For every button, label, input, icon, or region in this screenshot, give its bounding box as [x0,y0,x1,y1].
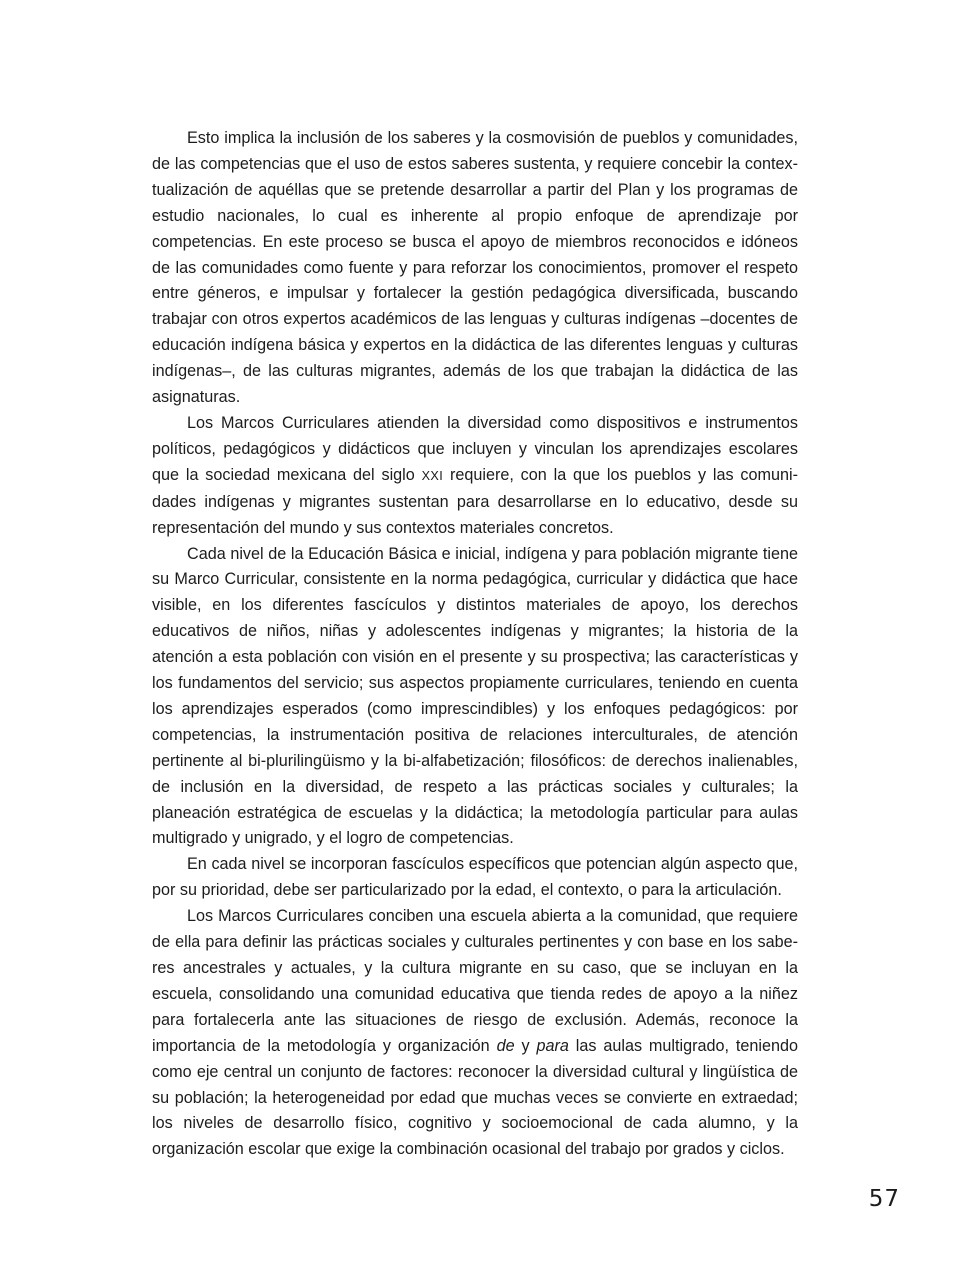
page-number: 57 [868,1186,900,1212]
paragraph-2-start: Los Marcos Curriculares atienden la diversidad como dispositivos e instrumentos políticos, pedagógicos y didácticos que incluyen y vinculan los aprendizajes escolares que la sociedad mexicana del siglo [152,413,798,484]
paragraph-5 [152,904,798,1163]
paragraph-1: Esto implica la inclusión de los saberes y la cosmovisión de pueblos y comunidades, de las competencias que el uso de estos saberes sustenta, y requiere concebir la contextualización de aquéllas que se pretende desarrollar a partir del Plan y los programas de estudio nacionales, lo cual es inherente al propio enfoque de aprendizaje por competencias. En este proceso se busca el apoyo de miembros reconocidos e idóneos de las comunidades como fuente y para reforzar los conocimientos, promover el respeto entre géneros, e impulsar y fortalecer la gestión pedagógica diversificada, buscando trabajar con otros expertos académicos de las lenguas y culturas indígenas –docentes de educación indígena básica y expertos en la didáctica de las diferentes lenguas y culturas indígenas–, de las culturas migrantes, además de los que trabajan la didáctica de las asignaturas. [152,129,798,407]
emphasis-para: para [536,1036,569,1055]
paragraph-4: En cada nivel se incorporan fascículos específicos que potencian algún aspecto que, por su prioridad, debe ser particularizado por la edad, el contexto, o para la articulación. [152,855,798,900]
paragraph-5-start: Los Marcos Curriculares conciben una escuela abierta a la comunidad, que requiere de ella para definir las prácticas sociales y culturales pertinentes y con base en los saberes ancestrales y actuales, y la cultura migrante en su caso, que se incluyan en la escuela, consolidando una comunidad educativa que tienda redes de apoyo a la niñez para fortalecerla ante las situaciones de riesgo de exclusión. Además, reconoce la importancia de la metodología y organización [152,907,798,1055]
paragraph-2 [152,411,798,542]
paragraph-3: Cada nivel de la Educación Básica e inicial, indígena y para población migrante tiene su Marco Curricular, consistente en la norma pedagógica, curricular y didáctica que hace visible, en los diferentes fascículos y distintos materiales de apoyo, los derechos educativos de niños, niñas y adolescentes indígenas y migrantes; la historia de la atención a esta población con visión en el presente y su prospectiva; las características y los fundamentos del servicio; sus aspectos propiamente curriculares, teniendo en cuenta los aprendizajes esperados (como imprescindibles) y los enfoques pedagógicos: por competencias, la instrumentación positiva de relaciones interculturales, de atención pertinente al bi-plurilingüismo y la bi-alfabetización; filosóficos: de derechos inalienables, de inclusión en la diversidad, de respeto a las prácticas sociales y culturales; la planeación estratégica de escuelas y la didáctica; la metodología particular para aulas multigrado y unigrado, y el logro de competencias. [152,544,798,848]
emphasis-de: de [496,1036,515,1055]
body-text [152,126,798,1163]
paragraph-5-end: las aulas multigrado, teniendo como eje central un conjunto de factores: reconocer la diversidad cultural y lingüística de su población; la heterogeneidad por edad que muchas veces se convierte en extraedad; los niveles de desarrollo físico, cognitivo y socioemocional de cada alumno, y la organización escolar que exige la combinación ocasional del trabajo por grados y ciclos. [152,1036,798,1159]
paragraph-2-end: requiere, con la que los pueblos y las comunidades indígenas y migrantes sustentan para desarrollarse en lo educativo, desde su representación del mundo y sus contextos materiales concretos. [152,465,799,537]
century-numeral: XXI [421,468,444,483]
paragraph-5-connector: y [514,1036,537,1055]
